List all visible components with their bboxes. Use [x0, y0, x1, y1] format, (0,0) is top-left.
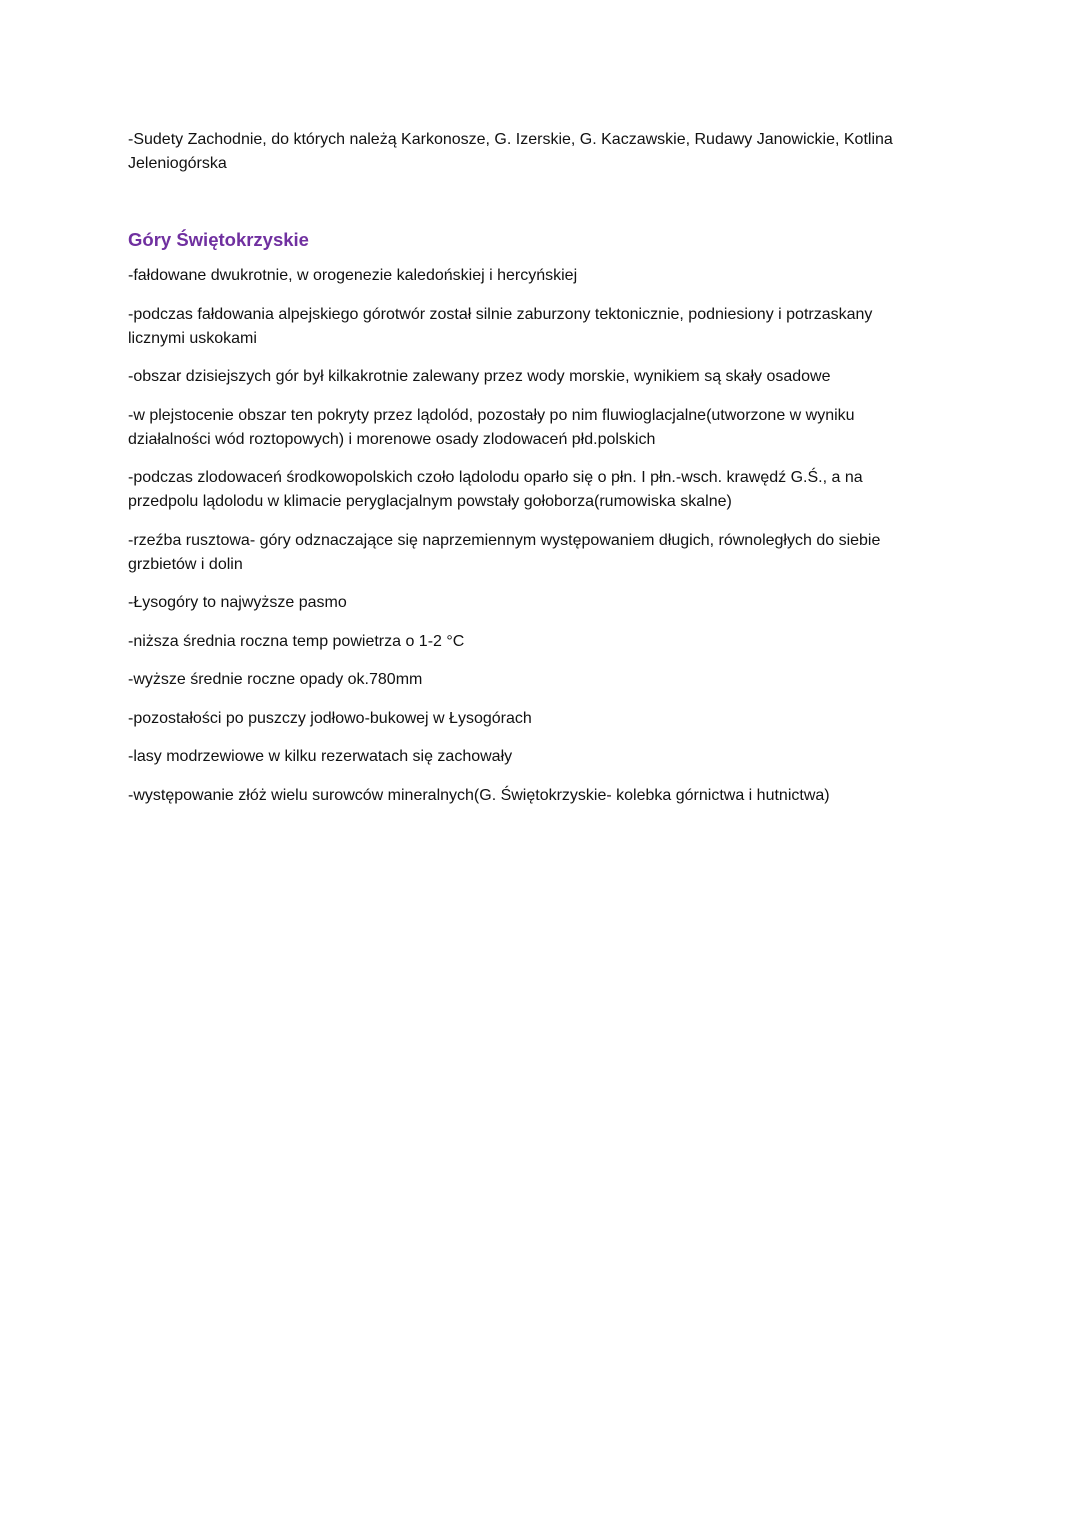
list-item: -lasy modrzewiowe w kilku rezerwatach się zachowały	[128, 748, 513, 765]
list-item: -podczas fałdowania alpejskiego górotwór został silnie zaburzony tektonicznie, podniesiony i potrzaskany licznymi uskokami	[128, 305, 873, 347]
list-item: -wyższe średnie roczne opady ok.780mm	[128, 671, 423, 688]
intro-paragraph: -Sudety Zachodnie, do których należą Karkonosze, G. Izerskie, G. Kaczawskie, Rudawy Janowickie, Kotlina Jeleniogórska	[128, 131, 893, 172]
section-heading: Góry Świętokrzyskie	[128, 229, 309, 250]
section-list	[128, 264, 918, 808]
list-item: -fałdowane dwukrotnie, w orogenezie kaledońskiej i hercyńskiej	[128, 267, 578, 284]
list-item: -rzeźba rusztowa- góry odznaczające się naprzemiennym występowaniem długich, równoległych do siebie grzbietów i dolin	[128, 531, 881, 573]
list-item: -w plejstocenie obszar ten pokryty przez lądolód, pozostały po nim fluwioglacjalne(utworzone w wyniku działalności wód roztopowych) i morenowe osady zlodowaceń płd.polskich	[128, 406, 855, 448]
list-item: -niższa średnia roczna temp powietrza o 1-2 °C	[128, 632, 465, 650]
list-item: -występowanie złóż wielu surowców mineralnych(G. Świętokrzyskie- kolebka górnictwa i hutnictwa)	[128, 786, 830, 804]
document-content	[128, 128, 918, 822]
list-item: -pozostałości po puszczy jodłowo-bukowej w Łysogórach	[128, 709, 532, 727]
list-item: -obszar dzisiejszych gór był kilkakrotnie zalewany przez wody morskie, wynikiem są skały osadowe	[128, 368, 831, 385]
list-item: -podczas zlodowaceń środkowopolskich czoło lądolodu oparło się o płn. I płn.-wsch. krawędź G.Ś., a na przedpolu lądolodu w klimacie peryglacjalnym powstały gołoborza(rumowiska skalne)	[128, 469, 863, 510]
list-item: -Łysogóry to najwyższe pasmo	[128, 594, 347, 611]
